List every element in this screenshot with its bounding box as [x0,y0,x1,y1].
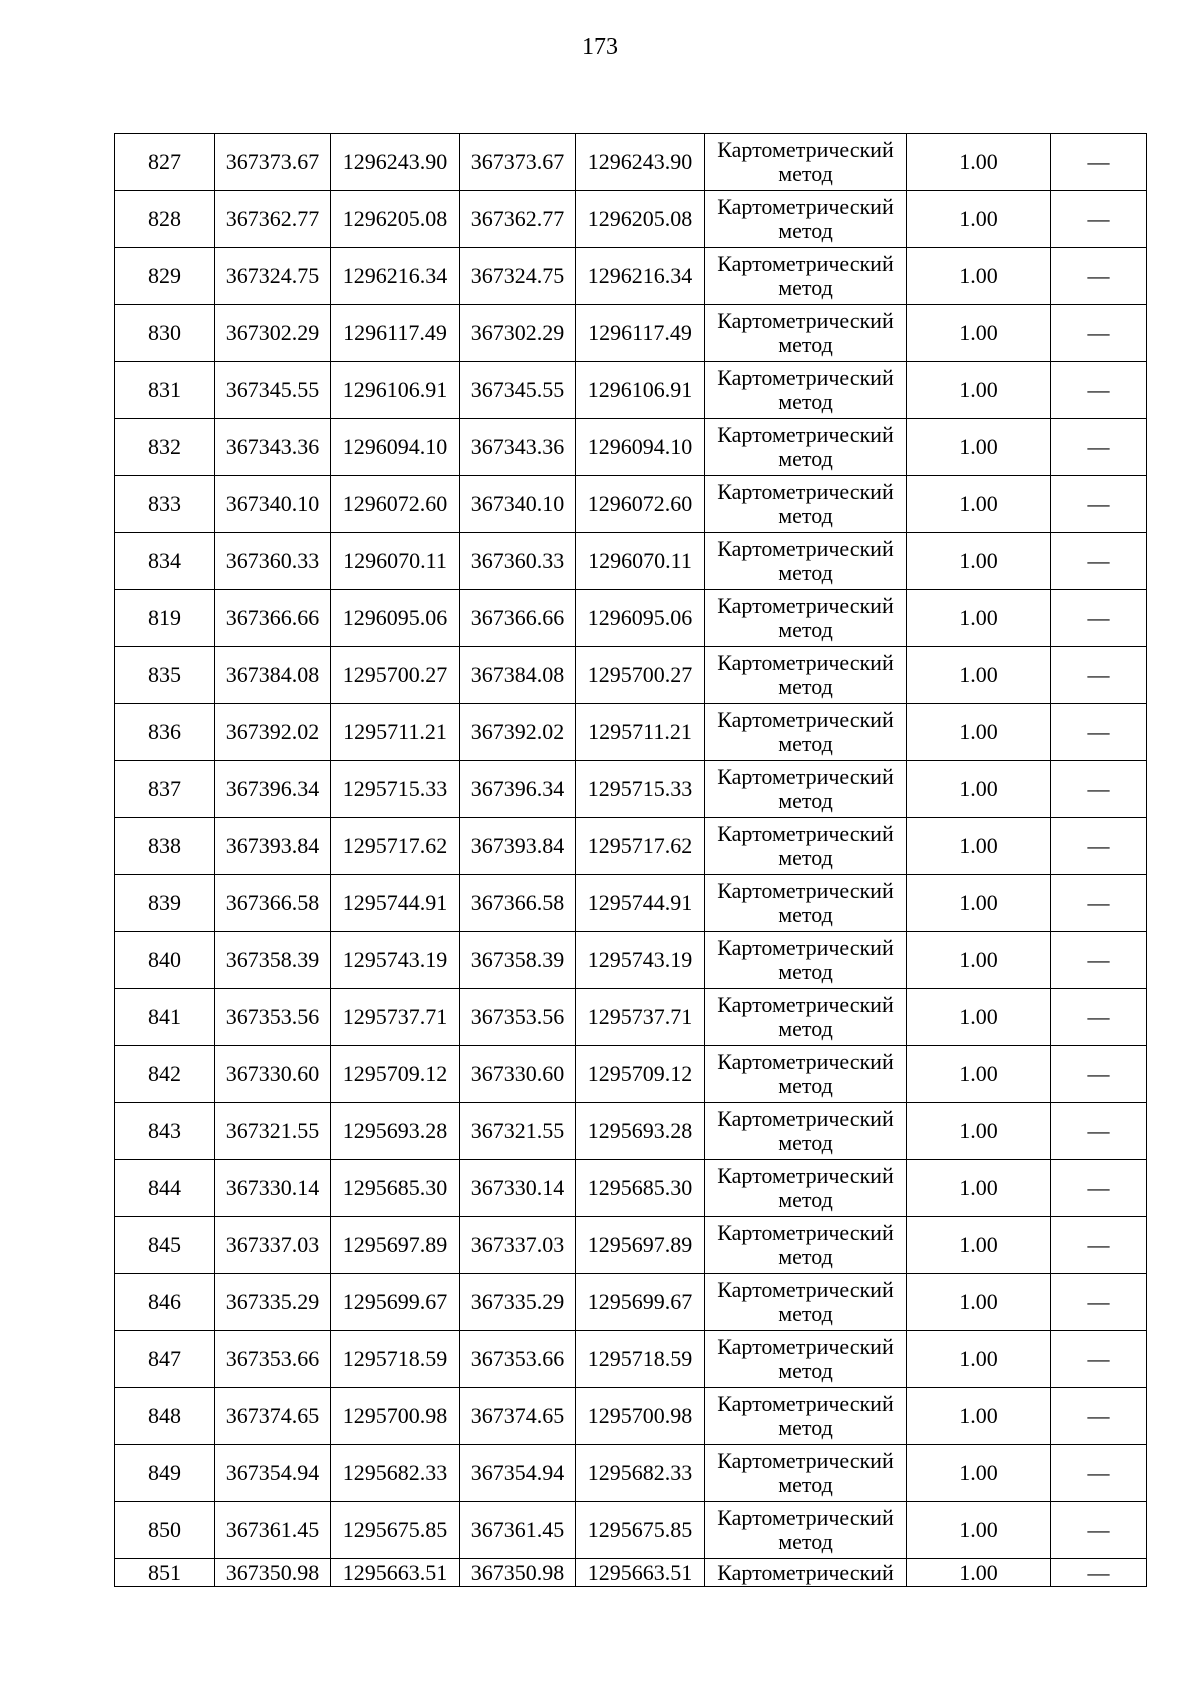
method-line-2: метод [778,1016,833,1041]
method-line-2: метод [778,902,833,927]
method-cell [705,533,907,590]
x-coordinate-new-cell: 367384.08 [460,647,576,704]
method-line-2: метод [778,617,833,642]
x-coordinate-cell: 367384.08 [215,647,331,704]
accuracy-cell: 1.00 [907,932,1051,989]
note-cell: — [1051,1160,1147,1217]
note-cell: — [1051,191,1147,248]
point-number-cell: 835 [115,647,215,704]
note-cell: — [1051,989,1147,1046]
x-coordinate-new-cell: 367393.84 [460,818,576,875]
point-number-cell: 828 [115,191,215,248]
accuracy-cell: 1.00 [907,476,1051,533]
note-cell: — [1051,875,1147,932]
x-coordinate-new-cell: 367396.34 [460,761,576,818]
x-coordinate-cell: 367373.67 [215,134,331,191]
method-line-1: Картометрический [717,194,894,219]
note-cell: — [1051,1217,1147,1274]
table-row [115,1274,1147,1331]
method-line-2: метод [778,1472,833,1497]
accuracy-cell: 1.00 [907,1217,1051,1274]
method-cell [705,875,907,932]
table-row [115,818,1147,875]
y-coordinate-new-cell: 1295675.85 [576,1502,705,1559]
y-coordinate-cell: 1296106.91 [331,362,460,419]
y-coordinate-cell: 1295700.27 [331,647,460,704]
y-coordinate-new-cell: 1295685.30 [576,1160,705,1217]
method-line-1: Картометрический [717,1448,894,1473]
method-line-1: Картометрический [717,935,894,960]
method-line-1: Картометрический [717,479,894,504]
y-coordinate-cell: 1295697.89 [331,1217,460,1274]
method-cell [705,1274,907,1331]
page-number: 173 [582,34,618,60]
note-cell: — [1051,647,1147,704]
table-row [115,1046,1147,1103]
accuracy-cell: 1.00 [907,191,1051,248]
method-line-2: метод [778,731,833,756]
method-line-1: Картометрический [717,422,894,447]
note-cell: — [1051,1274,1147,1331]
x-coordinate-cell: 367343.36 [215,419,331,476]
method-cell [705,1502,907,1559]
x-coordinate-cell: 367366.58 [215,875,331,932]
method-line-2: метод [778,1301,833,1326]
table-row [115,989,1147,1046]
y-coordinate-new-cell: 1296216.34 [576,248,705,305]
method-cell [705,419,907,476]
y-coordinate-new-cell: 1295682.33 [576,1445,705,1502]
y-coordinate-new-cell: 1296094.10 [576,419,705,476]
point-number-cell: 838 [115,818,215,875]
point-number-cell: 832 [115,419,215,476]
point-number-cell: 834 [115,533,215,590]
x-coordinate-new-cell: 367321.55 [460,1103,576,1160]
x-coordinate-new-cell: 367337.03 [460,1217,576,1274]
method-cell [705,248,907,305]
x-coordinate-new-cell: 367330.14 [460,1160,576,1217]
table-row [115,191,1147,248]
note-cell: — [1051,761,1147,818]
method-line-1: Картометрический [717,878,894,903]
point-number-cell: 827 [115,134,215,191]
y-coordinate-cell: 1295743.19 [331,932,460,989]
table-row [115,1331,1147,1388]
note-cell: — [1051,1559,1147,1587]
point-number-cell: 842 [115,1046,215,1103]
y-coordinate-cell: 1296205.08 [331,191,460,248]
x-coordinate-cell: 367392.02 [215,704,331,761]
x-coordinate-cell: 367366.66 [215,590,331,647]
table-row [115,1559,1147,1587]
point-number-cell: 829 [115,248,215,305]
x-coordinate-cell: 367354.94 [215,1445,331,1502]
method-line-1: Картометрический [717,992,894,1017]
x-coordinate-cell: 367335.29 [215,1274,331,1331]
x-coordinate-new-cell: 367353.56 [460,989,576,1046]
x-coordinate-new-cell: 367335.29 [460,1274,576,1331]
table-row [115,1502,1147,1559]
note-cell: — [1051,476,1147,533]
accuracy-cell: 1.00 [907,1445,1051,1502]
method-line-2: метод [778,845,833,870]
y-coordinate-new-cell: 1295697.89 [576,1217,705,1274]
note-cell: — [1051,419,1147,476]
x-coordinate-new-cell: 367345.55 [460,362,576,419]
x-coordinate-cell: 367396.34 [215,761,331,818]
x-coordinate-cell: 367353.66 [215,1331,331,1388]
y-coordinate-cell: 1295699.67 [331,1274,460,1331]
y-coordinate-new-cell: 1295663.51 [576,1559,705,1587]
x-coordinate-cell: 367350.98 [215,1559,331,1587]
table-row [115,1388,1147,1445]
point-number-cell: 837 [115,761,215,818]
accuracy-cell: 1.00 [907,419,1051,476]
method-line-2: метод [778,788,833,813]
y-coordinate-new-cell: 1295744.91 [576,875,705,932]
x-coordinate-cell: 367374.65 [215,1388,331,1445]
table-row [115,1445,1147,1502]
method-line-2: метод [778,332,833,357]
method-line-2: метод [778,560,833,585]
y-coordinate-cell: 1296072.60 [331,476,460,533]
y-coordinate-cell: 1296243.90 [331,134,460,191]
point-number-cell: 846 [115,1274,215,1331]
accuracy-cell: 1.00 [907,1559,1051,1587]
y-coordinate-cell: 1295718.59 [331,1331,460,1388]
method-line-1: Картометрический [717,1391,894,1416]
y-coordinate-cell: 1295700.98 [331,1388,460,1445]
point-number-cell: 845 [115,1217,215,1274]
method-line-1: Картометрический [717,764,894,789]
y-coordinate-cell: 1295737.71 [331,989,460,1046]
note-cell: — [1051,533,1147,590]
method-line-1: Картометрический [717,821,894,846]
method-line-2: метод [778,503,833,528]
x-coordinate-cell: 367358.39 [215,932,331,989]
x-coordinate-new-cell: 367373.67 [460,134,576,191]
x-coordinate-new-cell: 367360.33 [460,533,576,590]
x-coordinate-new-cell: 367302.29 [460,305,576,362]
method-cell [705,761,907,818]
method-cell [705,704,907,761]
x-coordinate-cell: 367361.45 [215,1502,331,1559]
method-line-2: метод [778,959,833,984]
y-coordinate-cell: 1296216.34 [331,248,460,305]
y-coordinate-cell: 1296094.10 [331,419,460,476]
method-line-2: метод [778,275,833,300]
note-cell: — [1051,1046,1147,1103]
method-cell [705,362,907,419]
y-coordinate-new-cell: 1296117.49 [576,305,705,362]
method-cell [705,476,907,533]
y-coordinate-new-cell: 1295711.21 [576,704,705,761]
table-row [115,476,1147,533]
x-coordinate-new-cell: 367358.39 [460,932,576,989]
accuracy-cell: 1.00 [907,1160,1051,1217]
point-number-cell: 831 [115,362,215,419]
x-coordinate-new-cell: 367324.75 [460,248,576,305]
method-cell [705,1559,907,1587]
method-cell [705,932,907,989]
y-coordinate-new-cell: 1296106.91 [576,362,705,419]
point-number-cell: 819 [115,590,215,647]
y-coordinate-cell: 1296070.11 [331,533,460,590]
note-cell: — [1051,362,1147,419]
method-line-1: Картометрический [717,1220,894,1245]
accuracy-cell: 1.00 [907,761,1051,818]
method-cell [705,1046,907,1103]
method-line-2: метод [778,1358,833,1383]
y-coordinate-cell: 1295709.12 [331,1046,460,1103]
method-line-2: метод [778,1187,833,1212]
y-coordinate-new-cell: 1295737.71 [576,989,705,1046]
point-number-cell: 833 [115,476,215,533]
x-coordinate-cell: 367345.55 [215,362,331,419]
method-line-1: Картометрический [717,536,894,561]
note-cell: — [1051,248,1147,305]
note-cell: — [1051,1445,1147,1502]
y-coordinate-new-cell: 1295718.59 [576,1331,705,1388]
note-cell: — [1051,1502,1147,1559]
note-cell: — [1051,818,1147,875]
x-coordinate-new-cell: 367366.66 [460,590,576,647]
method-line-2: метод [778,1244,833,1269]
y-coordinate-cell: 1295685.30 [331,1160,460,1217]
x-coordinate-cell: 367330.14 [215,1160,331,1217]
method-cell [705,818,907,875]
y-coordinate-cell: 1295711.21 [331,704,460,761]
y-coordinate-new-cell: 1296095.06 [576,590,705,647]
y-coordinate-cell: 1295744.91 [331,875,460,932]
y-coordinate-new-cell: 1296205.08 [576,191,705,248]
accuracy-cell: 1.00 [907,1331,1051,1388]
method-line-2: метод [778,1529,833,1554]
x-coordinate-new-cell: 367343.36 [460,419,576,476]
point-number-cell: 848 [115,1388,215,1445]
table-row [115,134,1147,191]
method-cell [705,1103,907,1160]
x-coordinate-cell: 367321.55 [215,1103,331,1160]
point-number-cell: 850 [115,1502,215,1559]
method-line-1: Картометрический [717,365,894,390]
accuracy-cell: 1.00 [907,590,1051,647]
point-number-cell: 830 [115,305,215,362]
method-cell [705,1331,907,1388]
accuracy-cell: 1.00 [907,1274,1051,1331]
table-row [115,761,1147,818]
y-coordinate-cell: 1295693.28 [331,1103,460,1160]
x-coordinate-cell: 367324.75 [215,248,331,305]
method-line-1: Картометрический [717,1334,894,1359]
method-line-1: Картометрический [717,650,894,675]
table-row [115,704,1147,761]
y-coordinate-new-cell: 1296070.11 [576,533,705,590]
y-coordinate-new-cell: 1295700.98 [576,1388,705,1445]
x-coordinate-cell: 367360.33 [215,533,331,590]
table-row [115,362,1147,419]
accuracy-cell: 1.00 [907,1103,1051,1160]
point-number-cell: 839 [115,875,215,932]
accuracy-cell: 1.00 [907,1046,1051,1103]
x-coordinate-cell: 367353.56 [215,989,331,1046]
method-line-1: Картометрический [717,1106,894,1131]
method-cell [705,590,907,647]
x-coordinate-new-cell: 367374.65 [460,1388,576,1445]
y-coordinate-cell: 1295682.33 [331,1445,460,1502]
method-cell [705,1217,907,1274]
point-number-cell: 841 [115,989,215,1046]
note-cell: — [1051,704,1147,761]
point-number-cell: 836 [115,704,215,761]
accuracy-cell: 1.00 [907,248,1051,305]
method-line-2: метод [778,389,833,414]
table-row [115,875,1147,932]
table-row [115,647,1147,704]
x-coordinate-new-cell: 367361.45 [460,1502,576,1559]
x-coordinate-new-cell: 367366.58 [460,875,576,932]
coordinates-table [114,133,1147,1587]
method-line-1: Картометрический [717,1163,894,1188]
method-line-2: метод [778,1415,833,1440]
x-coordinate-cell: 367302.29 [215,305,331,362]
method-cell [705,1445,907,1502]
x-coordinate-new-cell: 367350.98 [460,1559,576,1587]
y-coordinate-new-cell: 1295743.19 [576,932,705,989]
method-cell [705,647,907,704]
y-coordinate-cell: 1295717.62 [331,818,460,875]
method-cell [705,1388,907,1445]
method-line-1: Картометрический [717,1559,894,1585]
note-cell: — [1051,1388,1147,1445]
method-line-1: Картометрический [717,1049,894,1074]
y-coordinate-cell: 1295715.33 [331,761,460,818]
y-coordinate-new-cell: 1295699.67 [576,1274,705,1331]
method-line-1: Картометрический [717,1277,894,1302]
y-coordinate-new-cell: 1295715.33 [576,761,705,818]
method-line-1: Картометрический [717,593,894,618]
table-row [115,305,1147,362]
table-row [115,1217,1147,1274]
table-row [115,1103,1147,1160]
accuracy-cell: 1.00 [907,533,1051,590]
method-cell [705,191,907,248]
x-coordinate-cell: 367393.84 [215,818,331,875]
y-coordinate-cell: 1295675.85 [331,1502,460,1559]
note-cell: — [1051,134,1147,191]
note-cell: — [1051,590,1147,647]
table-row [115,533,1147,590]
point-number-cell: 843 [115,1103,215,1160]
point-number-cell: 849 [115,1445,215,1502]
x-coordinate-new-cell: 367354.94 [460,1445,576,1502]
method-cell [705,1160,907,1217]
point-number-cell: 847 [115,1331,215,1388]
accuracy-cell: 1.00 [907,134,1051,191]
method-line-1: Картометрический [717,308,894,333]
method-line-2: метод [778,446,833,471]
y-coordinate-new-cell: 1295700.27 [576,647,705,704]
method-line-2: метод [778,161,833,186]
point-number-cell: 840 [115,932,215,989]
method-line-1: Картометрический [717,251,894,276]
accuracy-cell: 1.00 [907,1388,1051,1445]
method-line-2: метод [778,218,833,243]
method-line-2: метод [778,1130,833,1155]
accuracy-cell: 1.00 [907,989,1051,1046]
method-cell [705,305,907,362]
y-coordinate-cell: 1295663.51 [331,1559,460,1587]
x-coordinate-new-cell: 367392.02 [460,704,576,761]
table-row [115,1160,1147,1217]
method-line-1: Картометрический [717,707,894,732]
accuracy-cell: 1.00 [907,818,1051,875]
y-coordinate-new-cell: 1295717.62 [576,818,705,875]
table-row [115,932,1147,989]
accuracy-cell: 1.00 [907,1502,1051,1559]
accuracy-cell: 1.00 [907,305,1051,362]
accuracy-cell: 1.00 [907,647,1051,704]
note-cell: — [1051,1103,1147,1160]
note-cell: — [1051,932,1147,989]
x-coordinate-cell: 367330.60 [215,1046,331,1103]
method-cell [705,134,907,191]
y-coordinate-new-cell: 1296243.90 [576,134,705,191]
method-line-2: метод [778,674,833,699]
table-row [115,590,1147,647]
method-line-2: метод [778,1073,833,1098]
method-line-1: Картометрический [717,137,894,162]
y-coordinate-new-cell: 1295709.12 [576,1046,705,1103]
x-coordinate-cell: 367337.03 [215,1217,331,1274]
table-row [115,419,1147,476]
y-coordinate-new-cell: 1295693.28 [576,1103,705,1160]
x-coordinate-new-cell: 367362.77 [460,191,576,248]
point-number-cell: 844 [115,1160,215,1217]
table-row [115,248,1147,305]
method-line-1: Картометрический [717,1505,894,1530]
x-coordinate-cell: 367362.77 [215,191,331,248]
table-body [115,134,1147,1587]
x-coordinate-new-cell: 367353.66 [460,1331,576,1388]
y-coordinate-new-cell: 1296072.60 [576,476,705,533]
x-coordinate-new-cell: 367340.10 [460,476,576,533]
accuracy-cell: 1.00 [907,362,1051,419]
x-coordinate-new-cell: 367330.60 [460,1046,576,1103]
x-coordinate-cell: 367340.10 [215,476,331,533]
method-cell [705,989,907,1046]
note-cell: — [1051,1331,1147,1388]
note-cell: — [1051,305,1147,362]
point-number-cell: 851 [115,1559,215,1587]
y-coordinate-cell: 1296117.49 [331,305,460,362]
y-coordinate-cell: 1296095.06 [331,590,460,647]
accuracy-cell: 1.00 [907,704,1051,761]
accuracy-cell: 1.00 [907,875,1051,932]
